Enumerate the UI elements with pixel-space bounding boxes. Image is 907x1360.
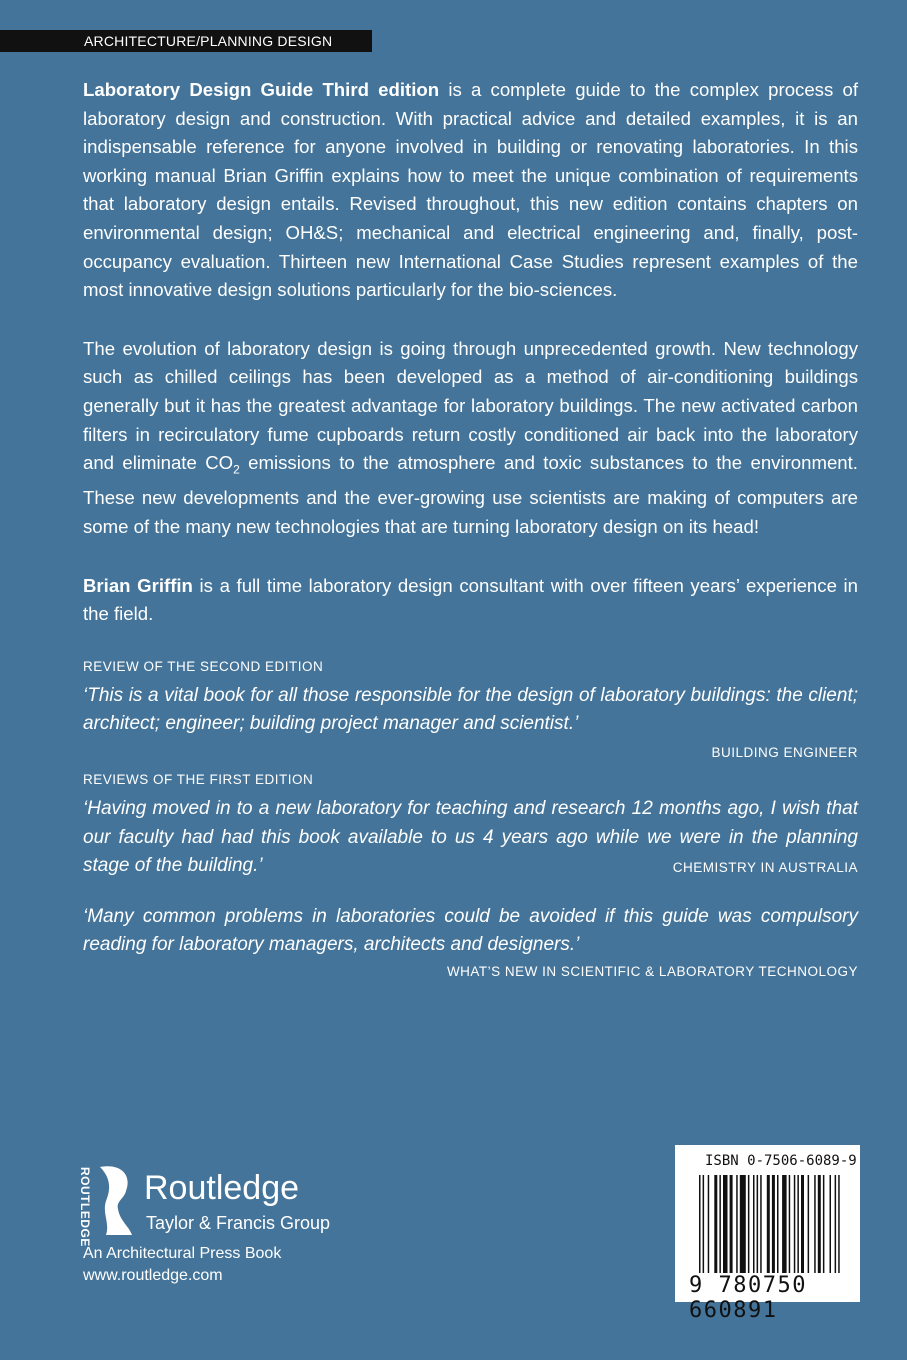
barcode-bar: [801, 1175, 804, 1273]
isbn-barcode: [675, 1145, 860, 1323]
routledge-face-icon: [96, 1165, 136, 1235]
author-bio: is a full time laboratory design consultant with over fifteen years’ experience in the field.: [83, 574, 858, 625]
barcode-bar: [753, 1175, 755, 1273]
ean-digits: 9 780750 660891: [689, 1273, 807, 1323]
barcode-bar: [835, 1175, 837, 1273]
barcode-bar: [740, 1175, 746, 1273]
barcode-bar: [760, 1175, 762, 1273]
barcode-bar: [808, 1175, 810, 1273]
review-first-header: REVIEWS OF THE FIRST EDITION: [83, 772, 314, 787]
description: [83, 76, 858, 979]
evolution-text-b: emissions to the atmosphere and toxic substances to the environment. These new developments and the ever-growing use scientists are making of computers are some of the many new technologies that are turning laboratory design on its head!: [83, 452, 858, 538]
evolution-text-a: The evolution of laboratory design is going through unprecedented growth. New technology such as chilled ceilings has been developed as a method of air-conditioning buildings generally but it has the greatest advantage for laboratory buildings. The new activated carbon filters in recirculatory fume cupboards return costly conditioned air back into the laboratory and eliminate CO: [83, 337, 858, 474]
review-quote-2: [83, 795, 858, 881]
book-title: Laboratory Design Guide Third edition: [83, 79, 440, 100]
category-banner: [0, 30, 372, 52]
publisher-group: Taylor & Francis Group: [146, 1213, 331, 1233]
barcode-bar: [814, 1175, 816, 1273]
review-source-2: CHEMISTRY IN AUSTRALIA: [672, 860, 858, 876]
review-second-header: REVIEW OF THE SECOND EDITION: [83, 658, 324, 674]
barcode-bar: [782, 1175, 787, 1273]
publisher-url: www.routledge.com: [83, 1267, 223, 1284]
paragraph-intro: [83, 76, 858, 305]
barcode-bar: [838, 1175, 840, 1273]
subscript: 2: [233, 462, 240, 477]
review-quote-3: ‘Many common problems in laboratories could be avoided if this guide was compulsory reading for laboratory managers, architects and designers.’: [83, 905, 858, 956]
review-quote-1: ‘This is a vital book for all those responsible for the design of laboratory buildings: the client; architect; engineer; building project manager and scientist.’: [83, 684, 858, 735]
barcode-bar: [777, 1175, 779, 1273]
imprint: An Architectural Press Book: [83, 1245, 282, 1262]
routledge-vertical-wordmark: ROUTLEDGE: [78, 1167, 92, 1247]
barcode-bar: [723, 1175, 728, 1273]
barcode-bar: [818, 1175, 821, 1273]
barcode-bar: [757, 1175, 759, 1273]
barcode-bar: [830, 1175, 832, 1273]
barcode-bar: [823, 1175, 825, 1273]
barcode-bar: [772, 1175, 775, 1273]
barcode-bar: [719, 1175, 721, 1273]
isbn-number: ISBN 0-7506-6089-9: [705, 1153, 857, 1169]
barcode-bar: [789, 1175, 791, 1273]
barcode-bar: [708, 1175, 710, 1273]
barcode-bar: [730, 1175, 733, 1273]
barcode-bar: [736, 1175, 738, 1273]
barcode-bar: [767, 1175, 770, 1273]
barcode-bar: [794, 1175, 796, 1273]
barcode-bar: [703, 1175, 705, 1273]
barcode-bar: [699, 1175, 701, 1273]
barcode-bar: [748, 1175, 750, 1273]
barcode-bar: [714, 1175, 717, 1273]
publisher-name: Routledge: [144, 1169, 300, 1207]
intro-text: is a complete guide to the complex process of laboratory design and construction. With practical advice and detailed examples, it is an indispensable reference for anyone involved in building or renovating laboratories. In this working manual Brian Griffin explains how to meet the unique combination of requirements that laboratory design entails. Revised throughout, this new edition contains chapters on environmental design; OH&S; mechanical and electrical engineering and, finally, post-occupancy evaluation. Thirteen new International Case Studies represent examples of the most innovative design solutions particularly for the bio-sciences.: [83, 79, 858, 301]
review-source-3: WHAT’S NEW IN SCIENTIFIC & LABORATORY TECHNOLOGY: [446, 963, 858, 979]
author-name: Brian Griffin: [83, 574, 193, 596]
barcode-bar: [797, 1175, 799, 1273]
review-source-1: BUILDING ENGINEER: [711, 745, 858, 760]
paragraph-author: [83, 572, 858, 629]
review-quote-2-text: ‘Having moved in to a new laboratory for teaching and research 12 months ago, I wish that our faculty had had this book available to us 4 years ago while we were in the planning stage of the building.’: [83, 798, 858, 877]
paragraph-evolution: [83, 335, 858, 542]
category-label: ARCHITECTURE/PLANNING DESIGN: [84, 33, 333, 49]
